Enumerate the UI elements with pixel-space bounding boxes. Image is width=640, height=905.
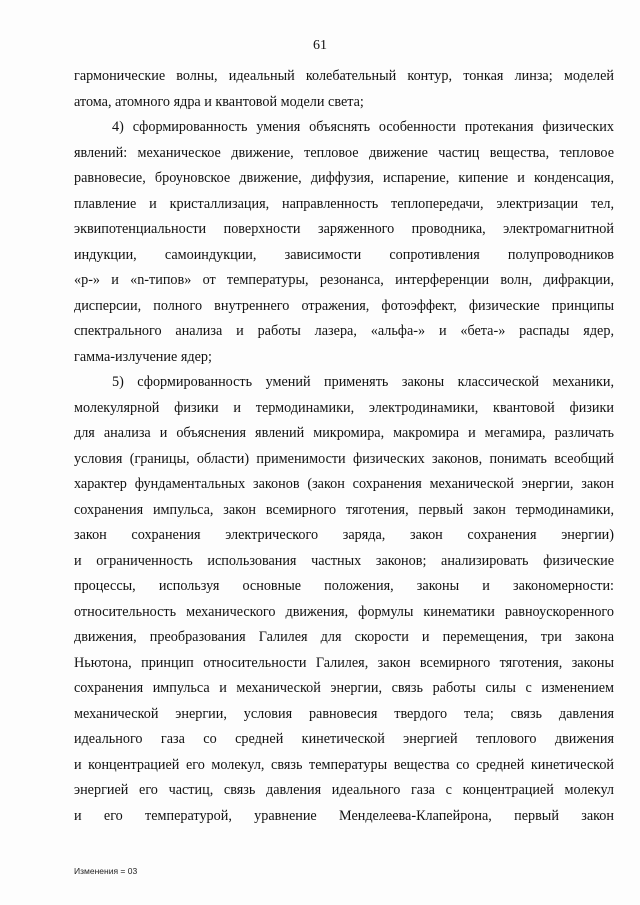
text-line: закон сохранения электрического заряда, закон сохранения энергии) xyxy=(74,527,614,543)
text-line: процессы, используя основные положения, законы и закономерности: xyxy=(74,578,614,594)
text-line: равновесие, броуновское движение, диффузия, испарение, кипение и конденсация, xyxy=(74,170,614,186)
document-body xyxy=(74,64,614,829)
text-line: Ньютона, принцип относительности Галилея, закон всемирного тяготения, законы xyxy=(74,654,614,671)
text-line: дисперсии, полного внутреннего отражения, фотоэффект, физические принципы xyxy=(74,297,614,314)
text-line: «р-» и «n-типов» от температуры, резонанса, интерференции волн, дифракции, xyxy=(74,272,614,288)
text-line: сохранения импульса, закон всемирного тяготения, первый закон термодинамики, xyxy=(74,501,614,518)
text-line: 5) сформированность умений применять законы классической механики, xyxy=(112,374,614,390)
text-line: сохранения импульса и механической энергии, связь работы силы с изменением xyxy=(74,680,614,696)
text-line: движения, преобразования Галилея для скорости и перемещения, три закона xyxy=(74,629,614,645)
paragraph xyxy=(74,370,614,829)
text-line: спектрального анализа и работы лазера, «альфа-» и «бета-» распады ядер, xyxy=(74,323,614,339)
text-line: 4) сформированность умения объяснять особенности протекания физических xyxy=(112,119,614,135)
text-line: и концентрацией его молекул, связь температуры вещества со средней кинетической xyxy=(74,756,614,773)
text-line: явлений: механическое движение, тепловое движение частиц вещества, тепловое xyxy=(74,144,614,161)
text-line: гармонические волны, идеальный колебательный контур, тонкая линза; моделей xyxy=(74,68,614,84)
text-line: и его температурой, уравнение Менделеева-Клапейрона, первый закон xyxy=(74,807,614,824)
text-line: относительность механического движения, формулы кинематики равноускоренного xyxy=(74,603,614,620)
text-line: гамма-излучение ядер; xyxy=(74,348,212,365)
paragraph xyxy=(74,115,614,370)
text-line: условия (границы, области) применимости физических законов, понимать всеобщий xyxy=(74,450,614,467)
page-number: 61 xyxy=(313,38,327,53)
text-line: эквипотенциальности поверхности заряженного проводника, электромагнитной xyxy=(74,221,614,237)
text-line: для анализа и объяснения явлений микромира, макромира и мегамира, различать xyxy=(74,425,614,441)
text-line: идеального газа со средней кинетической энергией теплового движения xyxy=(74,731,614,747)
text-line: и ограниченность использования частных законов; анализировать физические xyxy=(74,552,614,569)
text-line: индукции, самоиндукции, зависимости сопротивления полупроводников xyxy=(74,246,614,263)
footer-revision: Изменения = 03 xyxy=(74,866,138,876)
paragraph xyxy=(74,64,614,115)
text-line: атома, атомного ядра и квантовой модели света; xyxy=(74,93,364,110)
text-line: молекулярной физики и термодинамики, электродинамики, квантовой физики xyxy=(74,399,614,416)
text-line: энергией его частиц, связь давления идеального газа с концентрацией молекул xyxy=(74,782,614,798)
text-line: механической энергии, условия равновесия твердого тела; связь давления xyxy=(74,705,614,722)
text-line: плавление и кристаллизация, направленность теплопередачи, электризации тел, xyxy=(74,195,614,212)
text-line: характер фундаментальных законов (закон сохранения механической энергии, закон xyxy=(74,476,614,492)
